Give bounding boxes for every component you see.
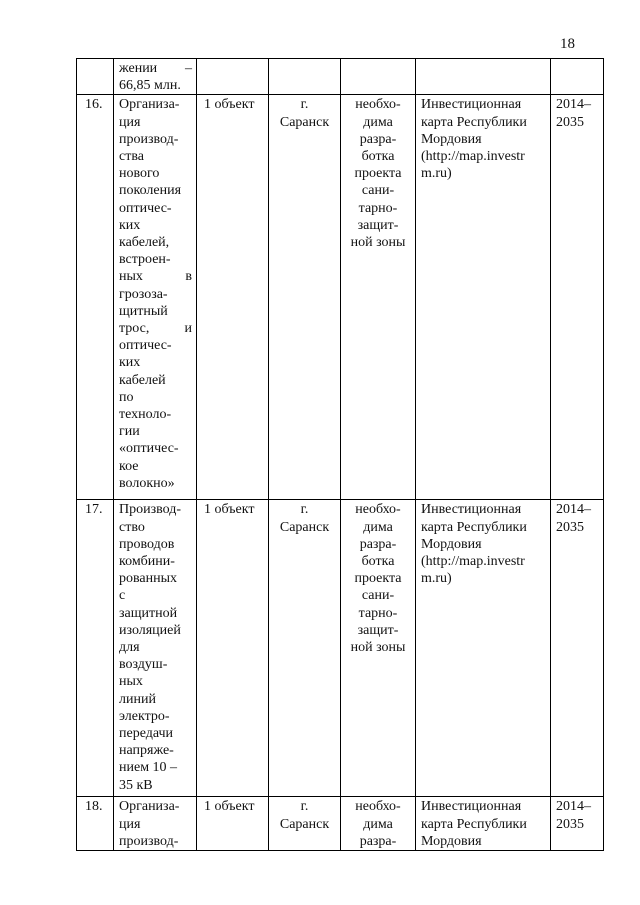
requirement-line: ботка [361,554,395,570]
source-line: Инвестиционная [421,799,522,815]
table-row [77,797,604,851]
name-line: изоляцией [119,622,181,638]
cell-location [269,797,341,851]
name-line: по [119,389,134,405]
name-line: ства [119,149,144,165]
name-line: ство [119,519,145,535]
page-number: 18 [560,36,575,52]
cell-quantity: 1 объект [197,95,269,500]
cell-years [551,95,604,500]
row-number: 16. [77,95,114,500]
name-line: оптичес- [119,200,172,216]
name-line: гии [119,424,140,440]
table-row-continuation [77,59,604,95]
name-line: нового [119,166,160,182]
name-line: оптичес- [119,338,172,354]
cell-source [416,500,551,797]
name-line: для [119,640,140,656]
requirement-line: дима [363,519,393,535]
requirement-line: защит- [357,217,399,233]
location-line: г. [300,799,309,815]
name-line: грозоза- [119,286,168,302]
source-line: Мордовия [421,536,482,552]
name-line: электро- [119,708,170,724]
name-line: 66,85 млн. [119,78,181,94]
cell-years [551,59,604,95]
years-line: 2035 [556,519,584,535]
name-line: ция [119,816,141,832]
name-line: 35 кВ [119,777,153,793]
source-line: m.ru) [421,166,452,182]
cell-location [269,59,341,95]
name-line: линий [119,691,156,707]
name-line: с [119,588,126,604]
requirement-line: разра- [359,131,397,147]
objects-table [76,58,604,851]
requirement-line: разра- [359,833,397,849]
cell-years [551,797,604,851]
requirement-line: сани- [361,183,395,199]
name-line: передачи [119,726,174,742]
name-line: встроен- [119,252,171,268]
requirement-line: дима [363,114,393,130]
source-line: (http://map.investr [421,149,525,165]
name-line: кое [119,458,139,474]
name-line: ных в [119,269,192,285]
location-line: Саранск [279,519,330,535]
location-line: Саранск [279,816,330,832]
location-line: Саранск [279,114,330,130]
years-line: 2014– [556,799,591,815]
name-line: нием 10 – [119,760,178,776]
years-line: 2035 [556,114,584,130]
name-line: ных [119,674,143,690]
cell-location [269,500,341,797]
name-line: ция [119,114,141,130]
name-line: кабелей, [119,235,170,251]
source-line: карта Республики [421,114,527,130]
source-line: карта Республики [421,519,527,535]
cell-quantity: 1 объект [197,797,269,851]
cell-requirement [341,500,416,797]
requirement-line: сани- [361,588,395,604]
cell-source [416,95,551,500]
cell-quantity [197,59,269,95]
cell-requirement [341,59,416,95]
cell-requirement [341,95,416,500]
name-line: Производ- [119,502,182,518]
name-line: поколения [119,183,182,199]
requirement-line: ботка [361,149,395,165]
cell-source [416,797,551,851]
name-line: «оптичес- [119,441,179,457]
source-line: Инвестиционная [421,502,522,518]
cell-source [416,59,551,95]
name-line: Организа- [119,97,180,113]
source-line: Инвестиционная [421,97,522,113]
source-line: (http://map.investr [421,554,525,570]
years-line: 2035 [556,816,584,832]
cell-requirement [341,797,416,851]
requirement-line: дима [363,816,393,832]
row-number: 18. [77,797,114,851]
location-line: г. [300,97,309,113]
requirement-line: необхо- [355,502,401,518]
cell-number [77,59,114,95]
name-line: волокно» [119,475,175,491]
cell-years [551,500,604,797]
name-line: ких [119,217,141,233]
cell-name [114,95,197,500]
requirement-line: необхо- [355,799,401,815]
cell-quantity: 1 объект [197,500,269,797]
requirement-line: тарно- [358,605,398,621]
requirement-line: защит- [357,622,399,638]
name-line: техноло- [119,407,172,423]
source-line: Мордовия [421,131,482,147]
name-line: Организа- [119,799,180,815]
name-line: защитной [119,605,178,621]
cell-name [114,797,197,851]
source-line: m.ru) [421,571,452,587]
years-line: 2014– [556,97,591,113]
source-line: карта Республики [421,816,527,832]
requirement-line: проекта [354,166,402,182]
years-line: 2014– [556,502,591,518]
name-line: комбини- [119,554,175,570]
requirement-line: проекта [354,571,402,587]
cell-location [269,95,341,500]
name-line: проводов [119,536,175,552]
table-row [77,95,604,500]
requirement-line: разра- [359,536,397,552]
requirement-line: ной зоны [350,235,406,251]
name-line: щитный [119,303,168,319]
location-line: г. [300,502,309,518]
cell-name [114,500,197,797]
name-line: жении – [119,61,192,76]
row-number: 17. [77,500,114,797]
name-line: напряже- [119,743,174,759]
name-line: производ- [119,131,179,147]
requirement-line: ной зоны [350,640,406,656]
name-line: производ- [119,833,179,849]
table-row [77,500,604,797]
source-line: Мордовия [421,833,482,849]
name-line: воздуш- [119,657,168,673]
name-line: ких [119,355,141,371]
name-line: кабелей [119,372,166,388]
name-line: трос, и [119,321,192,337]
name-line: рованных [119,571,178,587]
cell-name [114,59,197,95]
requirement-line: тарно- [358,200,398,216]
requirement-line: необхо- [355,97,401,113]
